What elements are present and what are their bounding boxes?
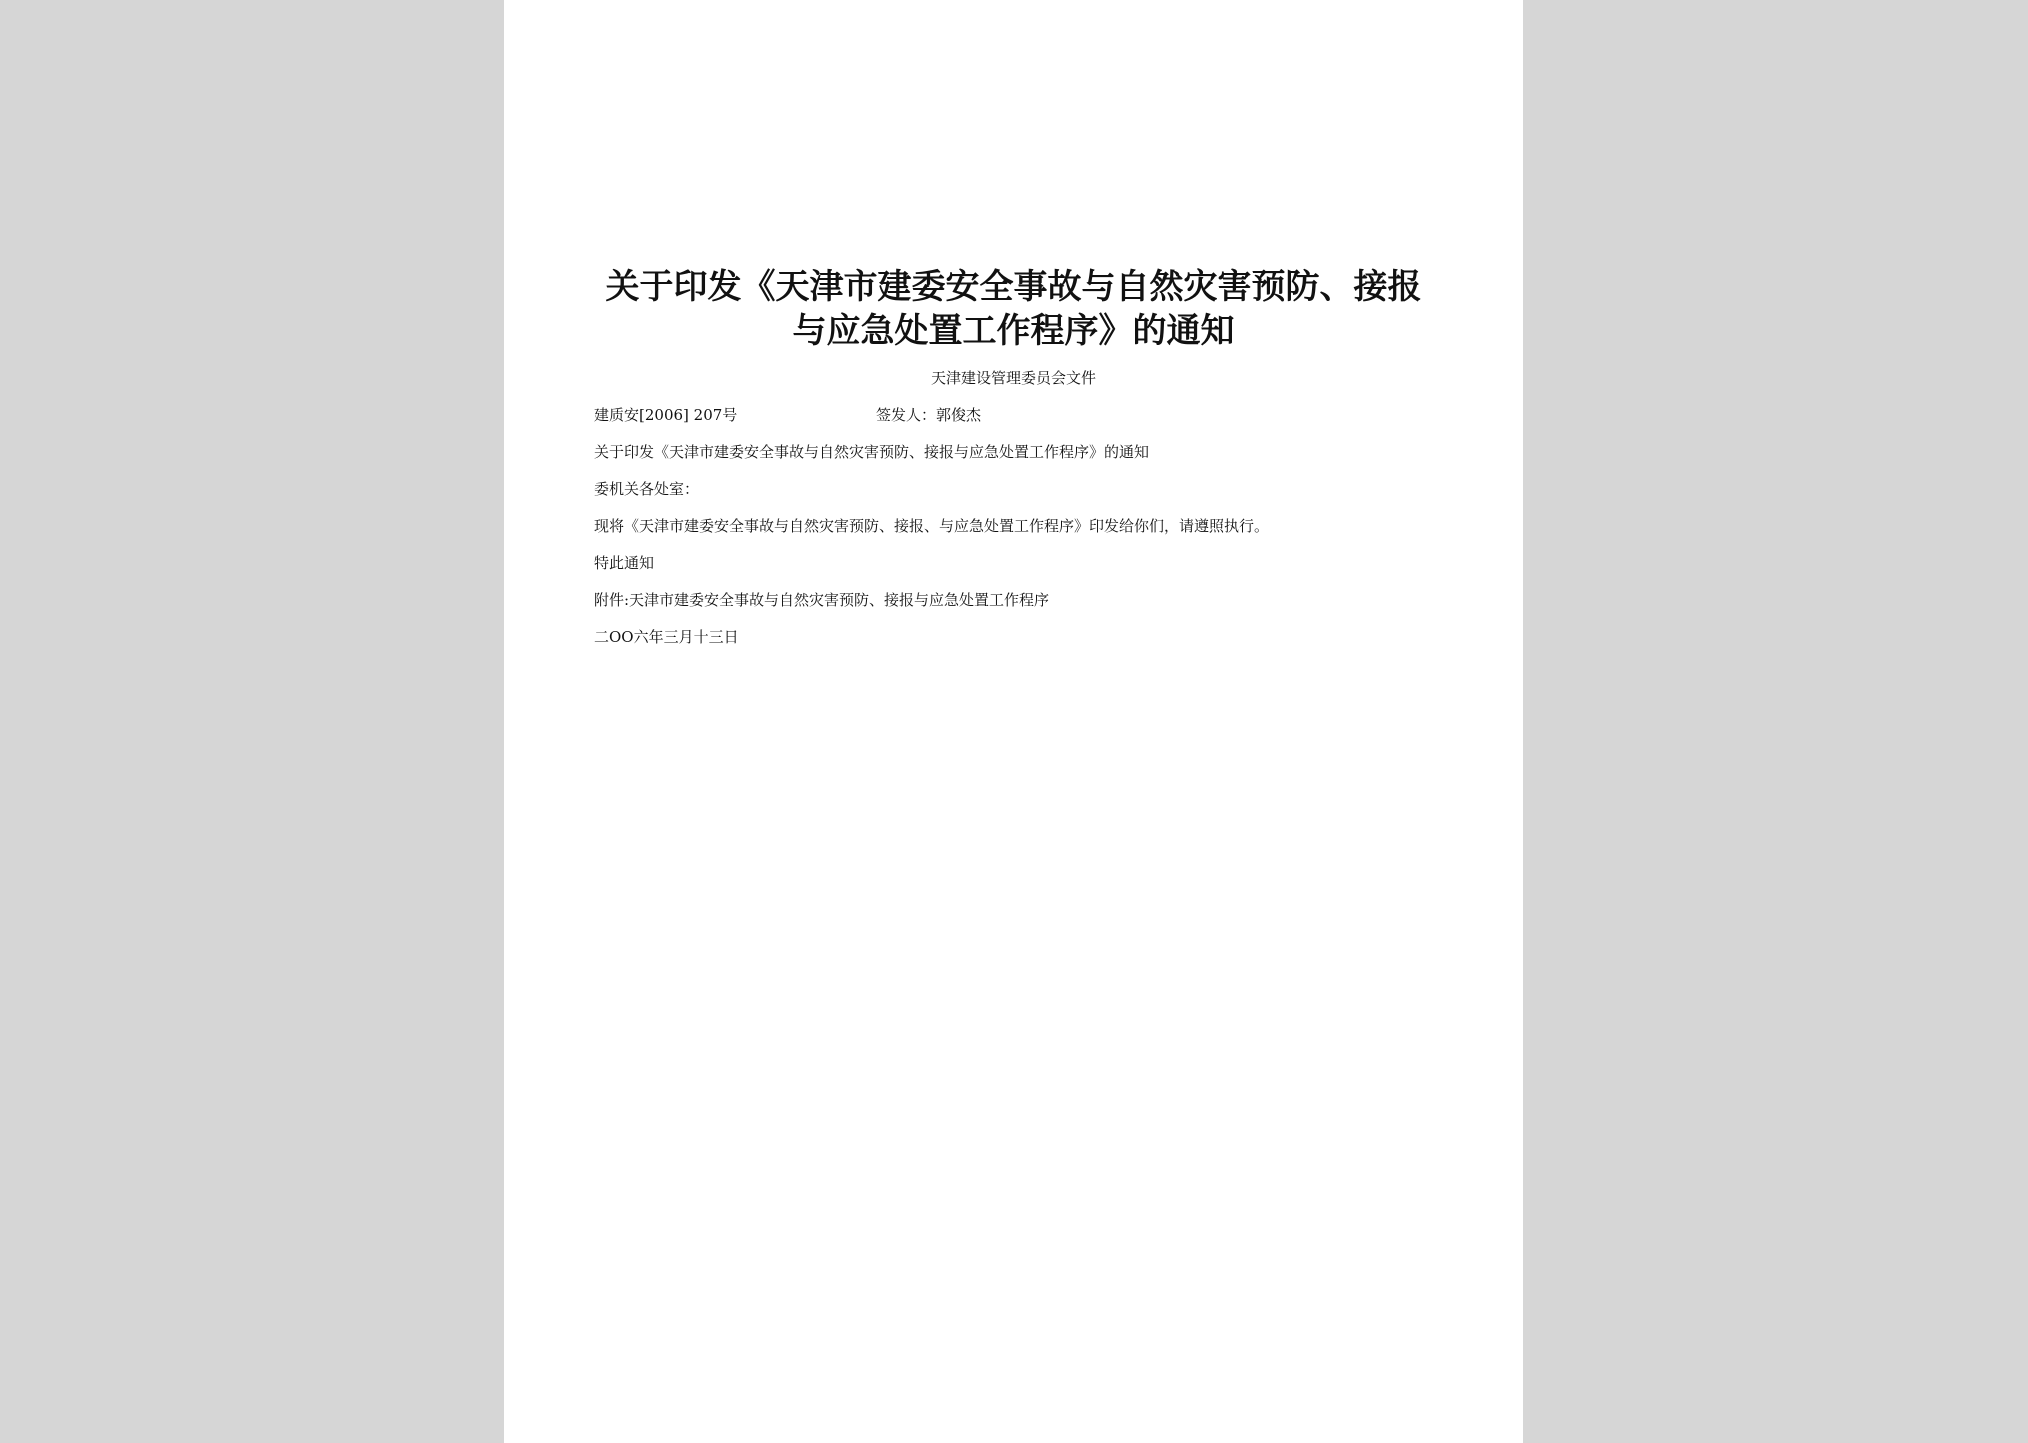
issuer-heading: 天津建设管理委员会文件: [930, 369, 1096, 387]
document-number: 建质安[2006] 207号: [594, 406, 738, 424]
signer: 签发人：郭俊杰: [876, 406, 982, 424]
attachment-line: 附件:天津市建委安全事故与自然灾害预防、接报与应急处置工作程序: [594, 591, 1050, 609]
document-title-line-1: 关于印发《天津市建委安全事故与自然灾害预防、接报: [605, 267, 1422, 307]
body-paragraph: 现将《天津市建委安全事故与自然灾害预防、接报、与应急处置工作程序》印发给你们，请遵照执行。: [594, 517, 1270, 535]
document-title-line-2: 与应急处置工作程序》的通知: [792, 311, 1235, 351]
document-date: 二OO六年三月十三日: [594, 628, 739, 646]
salutation: 委机关各处室：: [594, 480, 700, 498]
closing-line: 特此通知: [594, 554, 655, 572]
body-paragraph: 关于印发《天津市建委安全事故与自然灾害预防、接报与应急处置工作程序》的通知: [594, 443, 1150, 461]
document-page: [504, 0, 1523, 1443]
